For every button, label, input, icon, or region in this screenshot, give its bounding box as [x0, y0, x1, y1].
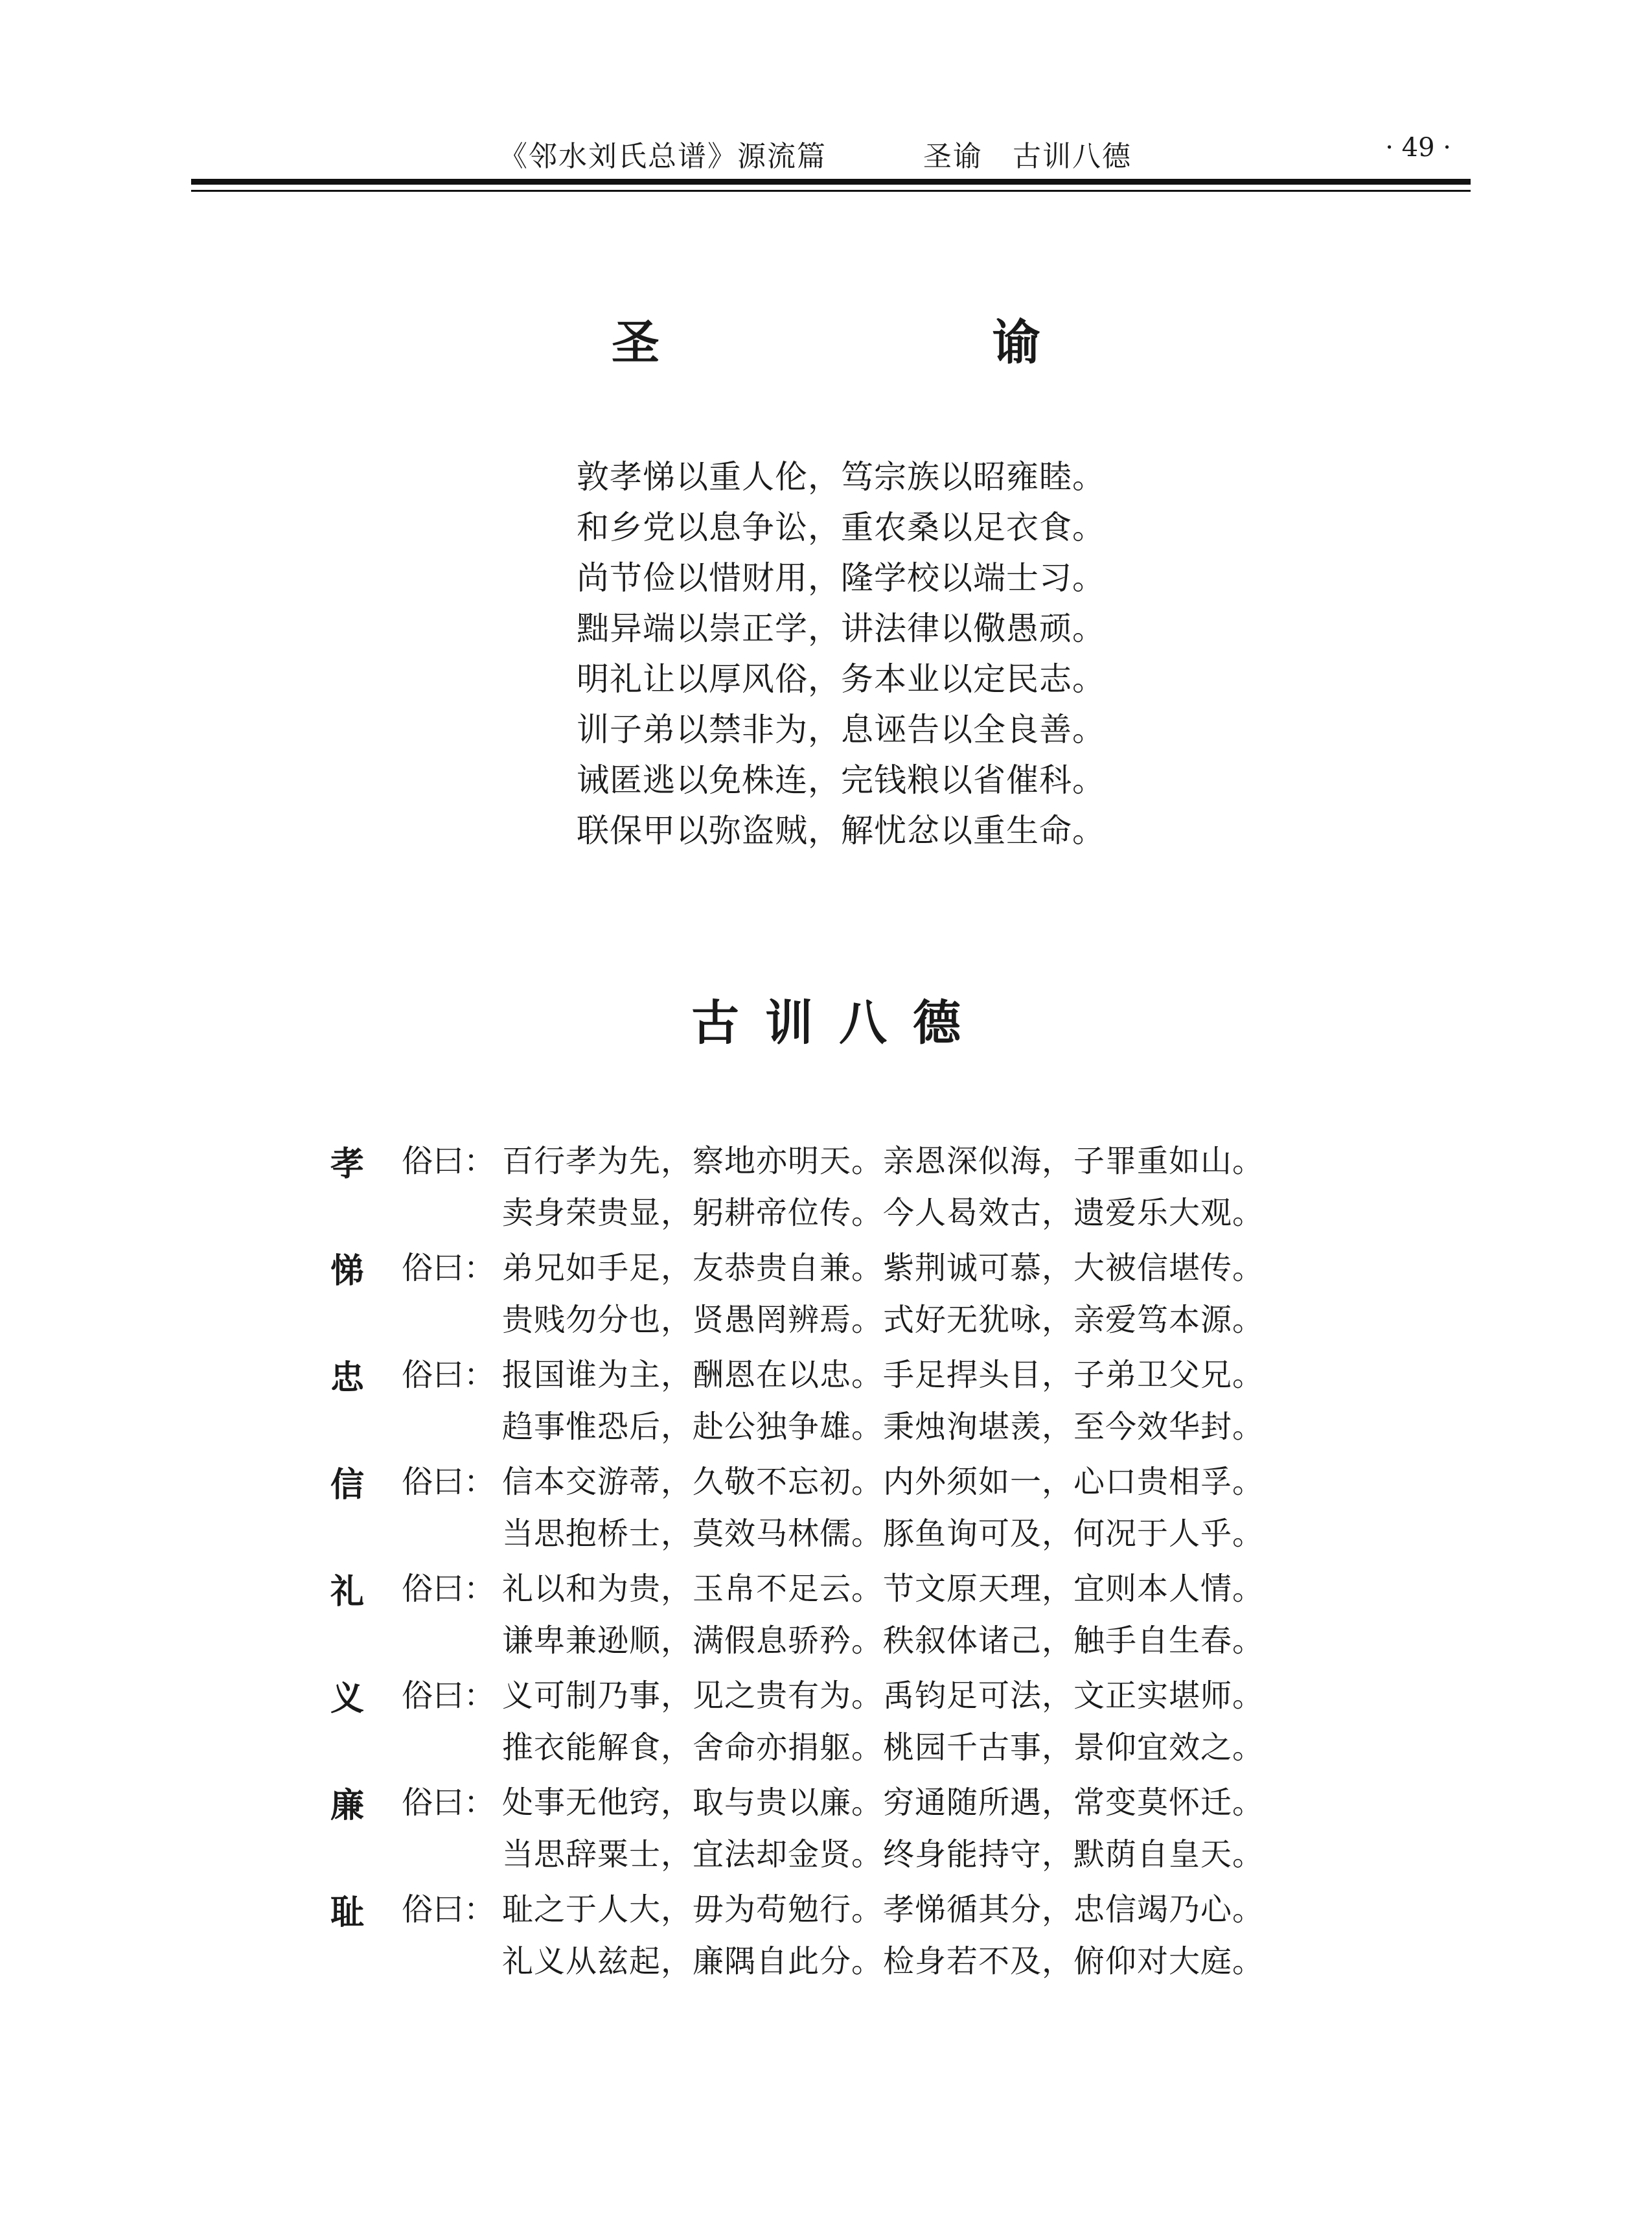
virtue-prefix: 俗曰：: [402, 1891, 496, 1928]
edict-list: [577, 452, 1160, 856]
virtue-entry: [330, 1670, 1471, 1777]
virtue-prefix: 俗曰：: [402, 1571, 496, 1607]
edict-line: 联保甲以弥盗贼，解忧忿以重生命。: [577, 812, 1105, 849]
virtue-character: 悌: [330, 1252, 365, 1291]
edict-line: 尚节俭以惜财用，隆学校以端士习。: [577, 559, 1105, 597]
virtue-verse-line: 卖身荣贵显，躬耕帝位传。今人曷效古，遗爱乐大观。: [502, 1195, 1265, 1231]
edict-line: 诫匿逃以免株连，完钱粮以省催科。: [577, 761, 1105, 799]
edict-line: 敦孝悌以重人伦，笃宗族以昭雍睦。: [577, 458, 1105, 496]
virtue-entry: [330, 1349, 1471, 1456]
section-name: 圣谕 古训八德: [923, 140, 1132, 173]
virtue-character: 廉: [330, 1786, 365, 1825]
virtue-verse-line: 礼以和为贵，玉帛不足云。节文原天理，宜则本人情。: [502, 1571, 1265, 1607]
virtue-verse-line: 推衣能解食，舍命亦捐躯。桃园千古事，景仰宜效之。: [502, 1729, 1265, 1766]
virtue-verse-line: 信本交游蒂，久敬不忘初。内外须如一，心口贵相孚。: [502, 1464, 1265, 1500]
virtue-verse-line: 谦卑兼逊顺，满假息骄矜。秩叙体诸己，触手自生春。: [502, 1622, 1265, 1659]
header-rule-thick: [191, 179, 1471, 185]
header-rule-thin: [191, 190, 1471, 192]
virtue-character: 忠: [330, 1359, 365, 1398]
virtue-entry: [330, 1884, 1471, 1990]
virtue-prefix: 俗曰：: [402, 1250, 496, 1286]
virtue-verse-line: 义可制乃事，见之贵有为。禹钧足可法，文正实堪师。: [502, 1678, 1265, 1714]
virtue-verse-line: 百行孝为先，察地亦明天。亲恩深似海，子罪重如山。: [502, 1143, 1265, 1179]
virtue-verse-line: 弟兄如手足，友恭贵自兼。紫荆诚可慕，大被信堪传。: [502, 1250, 1265, 1286]
book-title: 《邻水刘氏总谱》源流篇: [499, 140, 827, 173]
edict-title: 圣 谕: [612, 315, 1183, 371]
edict-line: 明礼让以厚风俗，务本业以定民志。: [577, 660, 1105, 698]
running-header: [191, 133, 1471, 178]
virtue-verse-line: 贵贱勿分也，贤愚罔辨焉。式好无犹咏，亲爱笃本源。: [502, 1302, 1265, 1338]
virtue-verse-line: 趋事惟恐后，赴公独争雄。秉烛洵堪羡，至今效华封。: [502, 1409, 1265, 1445]
virtue-character: 耻: [330, 1893, 365, 1932]
virtue-entry: [330, 1456, 1471, 1563]
virtue-character: 孝: [330, 1145, 365, 1184]
edict-line: 黜异端以崇正学，讲法律以儆愚顽。: [577, 610, 1105, 647]
virtue-verse-line: 当思辞粟士，宜法却金贤。终身能持守，默荫自皇天。: [502, 1836, 1265, 1873]
virtue-verse-line: 处事无他窍，取与贵以廉。穷通随所遇，常变莫怀迁。: [502, 1784, 1265, 1821]
edict-line: 和乡党以息争讼，重农桑以足衣食。: [577, 509, 1105, 546]
virtues-list: [330, 1135, 1471, 1990]
page-number: · 49 ·: [1385, 133, 1451, 163]
virtue-entry: [330, 1563, 1471, 1670]
virtue-verse-line: 报国谁为主，酬恩在以忠。手足捍头目，子弟卫父兄。: [502, 1357, 1265, 1393]
virtue-verse-line: 耻之于人大，毋为苟勉行。孝悌循其分，忠信竭乃心。: [502, 1891, 1265, 1928]
virtue-character: 义: [330, 1679, 365, 1718]
virtue-prefix: 俗曰：: [402, 1357, 496, 1393]
virtue-entry: [330, 1777, 1471, 1884]
virtue-character: 礼: [330, 1573, 365, 1611]
virtues-title: 古训八德: [691, 995, 987, 1051]
virtue-prefix: 俗曰：: [402, 1464, 496, 1500]
virtue-prefix: 俗曰：: [402, 1678, 496, 1714]
virtue-entry: [330, 1242, 1471, 1349]
virtue-entry: [330, 1135, 1471, 1242]
virtue-prefix: 俗曰：: [402, 1143, 496, 1179]
virtue-character: 信: [330, 1466, 365, 1505]
virtue-verse-line: 礼义从兹起，廉隅自此分。检身若不及，俯仰对大庭。: [502, 1943, 1265, 1979]
edict-line: 训子弟以禁非为，息诬告以全良善。: [577, 711, 1105, 748]
virtue-prefix: 俗曰：: [402, 1784, 496, 1821]
virtue-verse-line: 当思抱桥士，莫效马林儒。豚鱼询可及，何况于人乎。: [502, 1516, 1265, 1552]
